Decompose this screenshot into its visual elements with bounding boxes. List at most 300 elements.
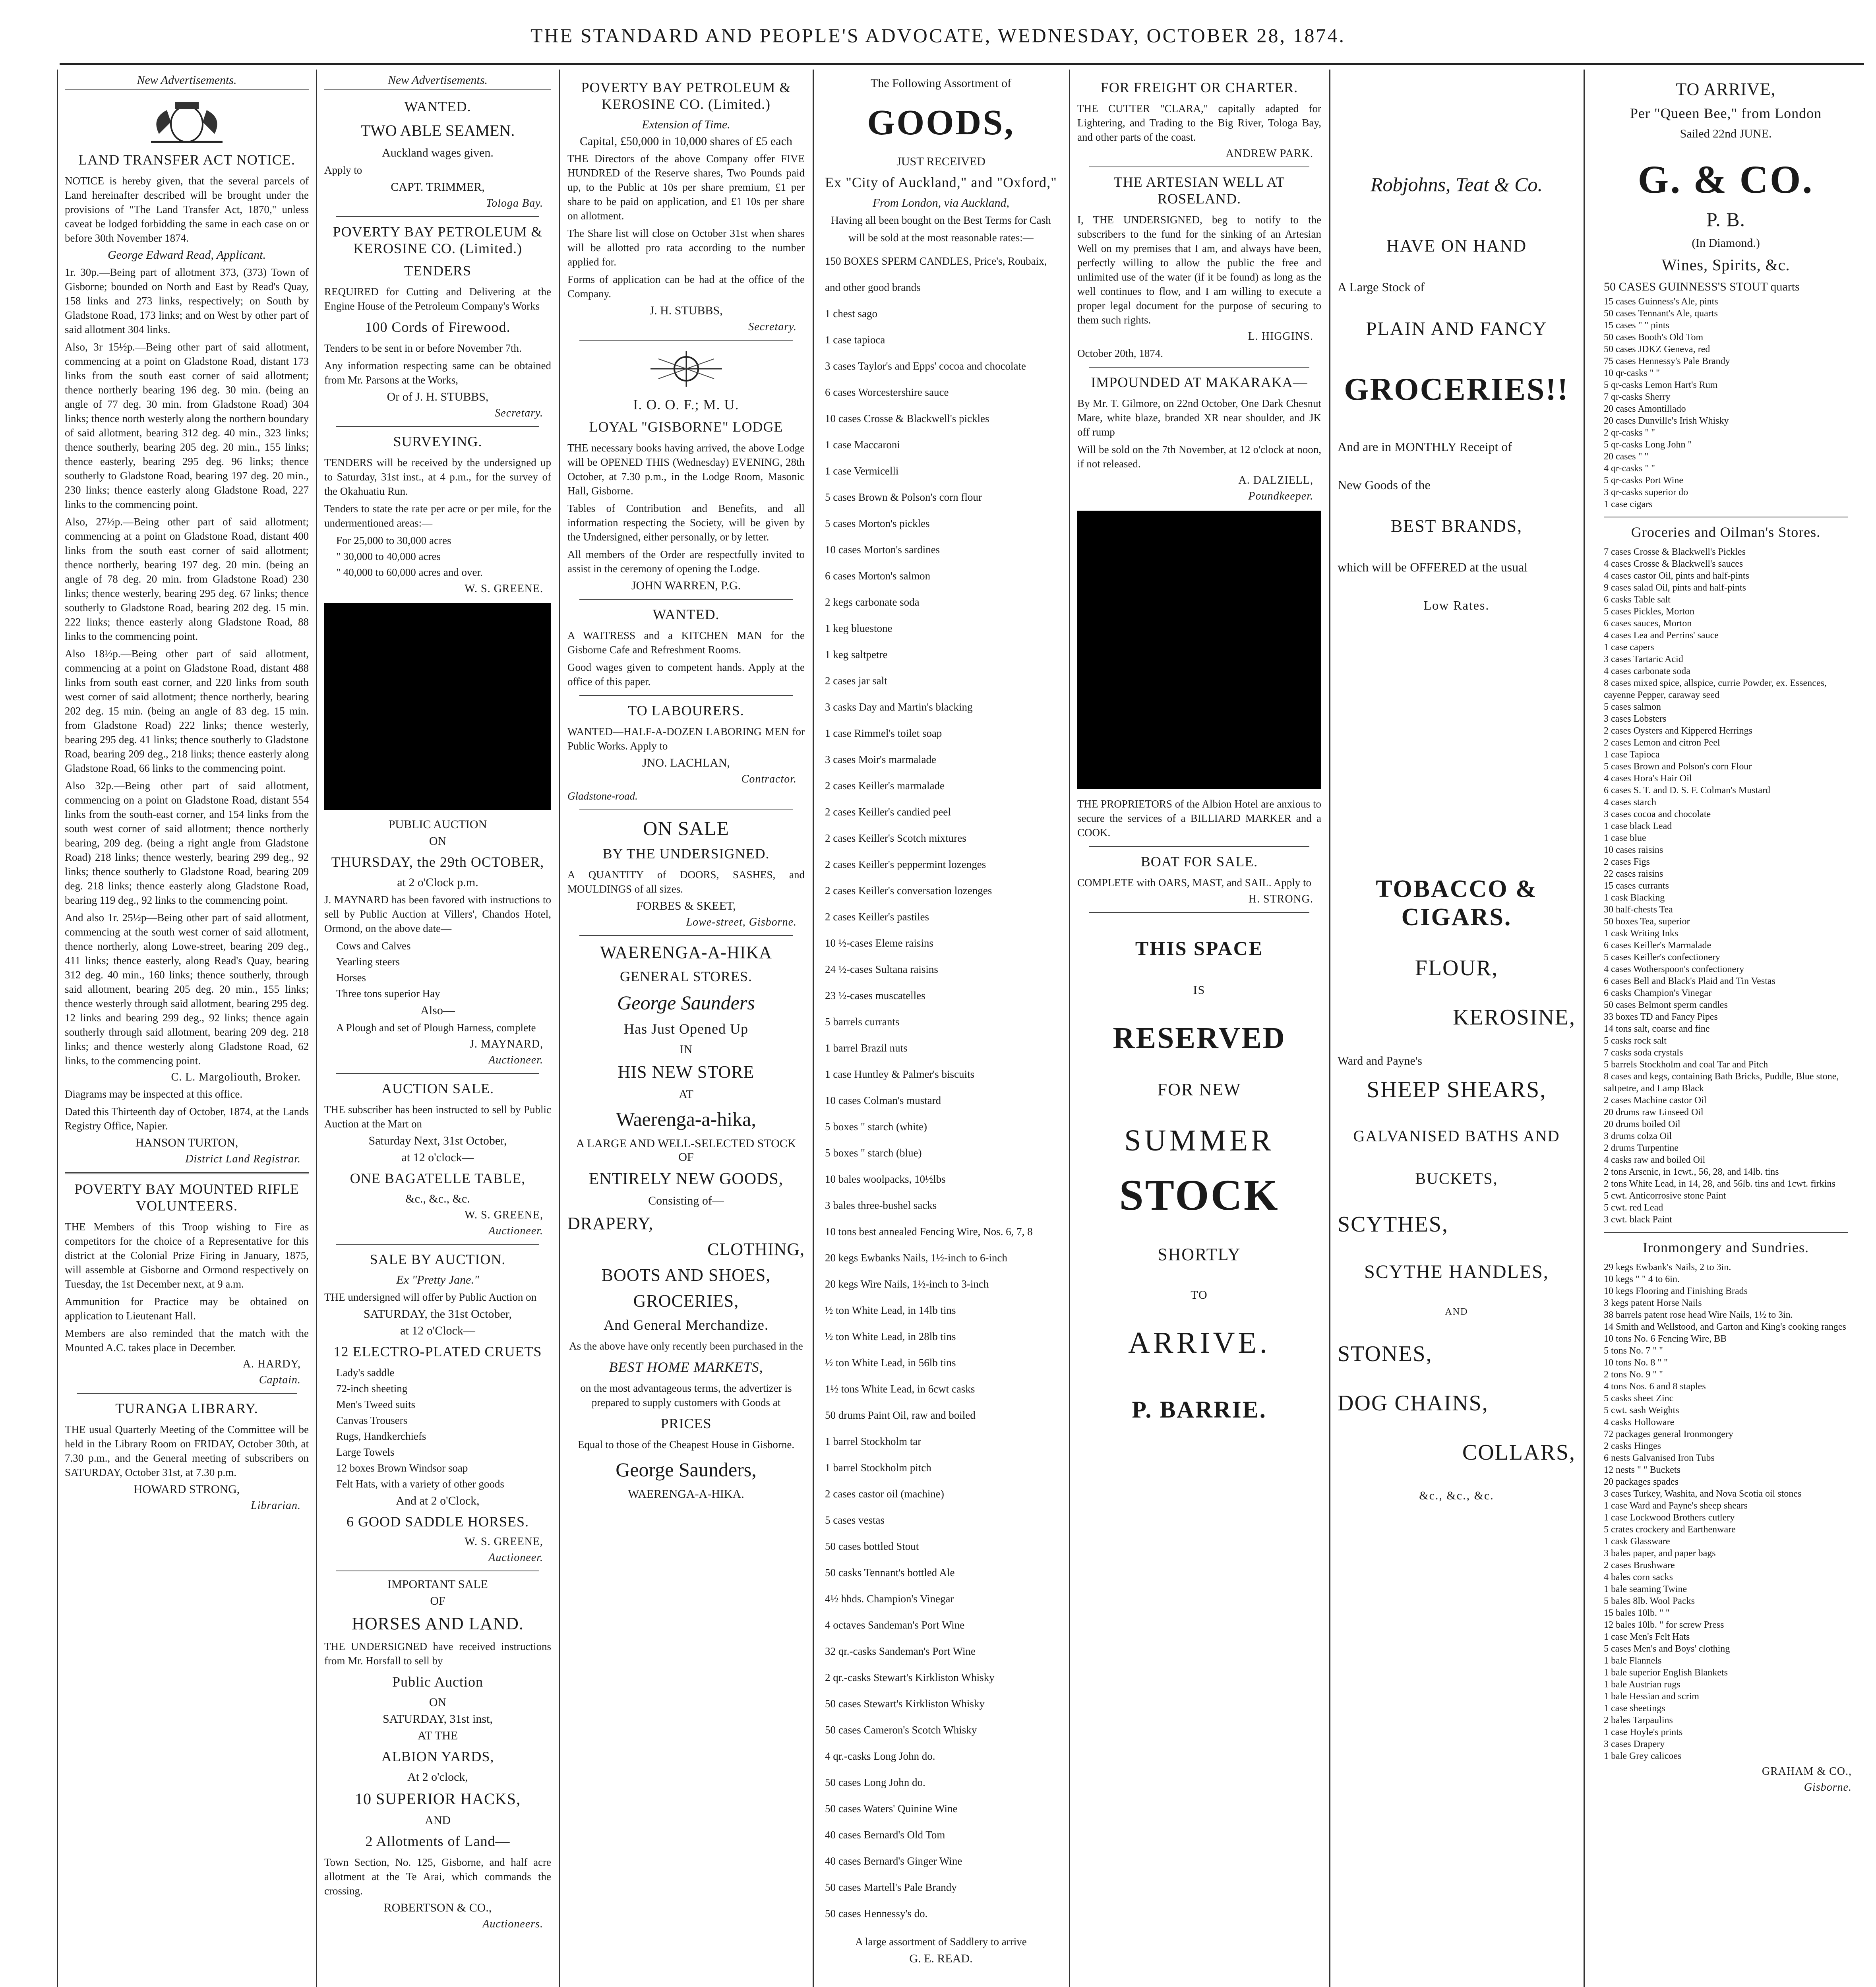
ad-headline: 2 Allotments of Land— <box>365 1833 510 1849</box>
list-item: 5 cwt. red Lead <box>1604 1203 1663 1213</box>
ad-subtitle: TENDERS <box>404 263 471 279</box>
signature: G. E. READ. <box>909 1952 973 1965</box>
signature: A. HARDY, <box>242 1358 301 1370</box>
list-item: 1 case Vermicelli <box>825 465 899 477</box>
list-item: 1 cask Blacking <box>1604 893 1665 903</box>
list-item: 50 cases bottled Stout <box>825 1540 919 1552</box>
ad-text: A Large Stock of <box>1338 280 1425 294</box>
ad-text: J. MAYNARD has been favored with instructions to sell by Public Auction at Villers', Chandos Hotel, Ormond, on the above date— <box>324 894 551 934</box>
ad-text: And are in MONTHLY Receipt of <box>1338 440 1512 454</box>
list-item: 10 tons No. 6 Fencing Wire, BB <box>1604 1334 1727 1344</box>
list-item: " 30,000 to 40,000 acres <box>336 550 441 562</box>
list-item: Yearling steers <box>336 956 400 968</box>
ad-headline: George Saunders <box>617 992 755 1014</box>
signature: FORBES & SKEET, <box>636 899 736 912</box>
ad-title: I. O. O. F.; M. U. <box>633 397 739 413</box>
redacted-block <box>324 603 551 810</box>
ad-text: THE Directors of the above Company offer FIVE HUNDRED of the Reserve shares, Two Pounds paid up, to the Public at 10s per share premium, £1 per share to be paid on application, and £1 10s per share on allotment. <box>567 153 805 222</box>
ad-title: POVERTY BAY PETROLEUM & KEROSINE CO. (Limited.) <box>581 79 791 112</box>
list-item: 5 bales 8lb. Wool Packs <box>1604 1596 1695 1606</box>
list-item: 12 boxes Brown Windsor soap <box>336 1462 468 1474</box>
ad-text: Has Just Opened Up <box>624 1021 748 1037</box>
list-item: Three tons superior Hay <box>336 988 440 999</box>
ad-text: at 2 o'Clock p.m. <box>397 876 478 889</box>
list-item: 20 cases " " <box>1604 451 1649 462</box>
signature: W. S. GREENE, <box>465 1209 543 1221</box>
column-3 <box>560 70 812 1987</box>
list-item: 15 cases currants <box>1604 881 1669 891</box>
ad-headline: THURSDAY, the 29th OCTOBER, <box>331 854 544 870</box>
list-item: 5 cases Men's and Boys' clothing <box>1604 1644 1730 1654</box>
list-item: For 25,000 to 30,000 acres <box>336 535 451 546</box>
ad-text: will be sold at the most reasonable rates:— <box>848 232 1034 244</box>
ad-headline: BEST HOME MARKETS, <box>609 1359 763 1375</box>
list-item: A Plough and set of Plough Harness, complete <box>336 1022 536 1034</box>
signature: J. MAYNARD, <box>469 1038 543 1050</box>
list-item: 10 ½-cases Eleme raisins <box>825 937 933 949</box>
signature-title: Tologa Bay. <box>486 197 543 209</box>
divider <box>1089 912 1309 913</box>
list-item: 6 casks Champion's Vinegar <box>1604 988 1712 998</box>
divider <box>1089 367 1309 368</box>
list-item: 2 casks Hinges <box>1604 1441 1661 1451</box>
ad-text: WANTED—HALF-A-DOZEN LABORING MEN for Public Works. Apply to <box>567 726 805 752</box>
column-1 <box>58 70 316 1987</box>
list-item: 12 nests " " Buckets <box>1604 1465 1680 1475</box>
divider <box>579 340 793 341</box>
list-item: 50 cases Long John do. <box>825 1776 925 1788</box>
list-item: 1 case Men's Felt Hats <box>1604 1632 1690 1642</box>
ad-text: Gladstone-road. <box>567 790 638 802</box>
ad-headline: PRICES <box>660 1416 712 1431</box>
ad-headline: Public Auction <box>392 1674 483 1690</box>
list-item: 2 cases Oysters and Kippered Herrings <box>1604 726 1752 736</box>
ad-text: AT <box>679 1088 693 1101</box>
list-item: 1 case sheetings <box>1604 1703 1665 1714</box>
list-item: 6 cases Bell and Black's Plaid and Tin Vestas <box>1604 976 1775 986</box>
ad-text: JUST RECEIVED <box>896 155 985 168</box>
signature: W. S. GREENE, <box>465 1536 543 1548</box>
ad-title: TO ARRIVE, <box>1676 79 1776 99</box>
ad-headline: ONE BAGATELLE TABLE, <box>350 1170 526 1186</box>
ad-headline: 10 SUPERIOR HACKS, <box>355 1790 521 1808</box>
list-item: 50 cases Hennessy's do. <box>825 1908 928 1919</box>
ad-headline: COLLARS, <box>1462 1440 1576 1465</box>
ad-text: Forms of application can be had at the office of the Company. <box>567 273 805 300</box>
list-item: Men's Tweed suits <box>336 1398 415 1410</box>
list-item: 3 bales paper, and paper bags <box>1604 1548 1716 1559</box>
ad-text: AT THE <box>417 1729 458 1742</box>
ad-text: Members are also reminded that the match with the Mounted A.C. takes place in December. <box>65 1327 309 1354</box>
signature-title: Auctioneer. <box>488 1054 543 1066</box>
list-item: 1 bale Grey calicoes <box>1604 1751 1682 1761</box>
ad-text: FOR NEW <box>1157 1080 1241 1099</box>
divider <box>1604 1232 1848 1233</box>
ad-text: Apply to <box>324 164 362 176</box>
signature: A. DALZIELL, <box>1238 474 1313 486</box>
ad-text: AND <box>425 1814 451 1827</box>
ad-text: THE Members of this Troop wishing to Fire as competitors for the choice of a Representative for this district at the Colonial Prize Firing in January, 1875, will assemble at Gisborne and Ormond respectively on Tuesday, the 1st December next, at 9 a.m. <box>65 1221 309 1290</box>
list-item: 20 packages spades <box>1604 1477 1679 1487</box>
list-item: 1 bale Flannels <box>1604 1656 1662 1666</box>
ad-title: TURANGA LIBRARY. <box>115 1400 258 1416</box>
list-item: 1 bale Hessian and scrim <box>1604 1691 1699 1702</box>
ad-subtitle: Ironmongery and Sundries. <box>1643 1239 1809 1255</box>
ad-text: BUCKETS, <box>1415 1170 1498 1187</box>
brand-mark: P. B. <box>1706 208 1746 230</box>
ad-text: Tenders to be sent in or before November 7th. <box>324 342 522 354</box>
list-item: 4 qr.-casks Long John do. <box>825 1750 935 1762</box>
ad-text: &c., &c., &c. <box>405 1192 470 1205</box>
list-item: 20 kegs Ewbanks Nails, 1½-inch to 6-inch <box>825 1252 1007 1264</box>
list-item: 5 cases Pickles, Morton <box>1604 606 1694 617</box>
ad-headline: SUMMER <box>1124 1124 1274 1157</box>
list-item: 5 casks rock salt <box>1604 1036 1667 1046</box>
signature-title: Librarian. <box>251 1499 301 1512</box>
list-item: 72-inch sheeting <box>336 1383 408 1394</box>
list-item: 14 Smith and Wellstood, and Garton and King's cooking ranges <box>1604 1322 1846 1332</box>
column-2 <box>317 70 558 1987</box>
list-item: 9 cases salad Oil, pints and half-pints <box>1604 583 1746 593</box>
list-item: 5 casks sheet Zinc <box>1604 1393 1674 1404</box>
list-item: 4 cases Hora's Hair Oil <box>1604 773 1692 784</box>
list-item: 24 ½-cases Sultana raisins <box>825 963 938 975</box>
parcel-text: Also 32p.—Being other part of said allotment, commencing on a point on Gladstone Road, distant 554 links from the south-east corner, and 154 links from the south west corner of said allotment; thence northerly bearing, 209 deg. (being a right angle from Gladstone Road) 218 links; thence westerly, bearing 299 deg., 92 links; thence southerly to Gladstone Road, bearing 209 deg. 218 links; thence easterly along Gladstone Road, bearing 119 deg., 92 links to the commencing point. <box>65 780 309 906</box>
list-item: 1½ tons White Lead, in 6cwt casks <box>825 1383 975 1395</box>
list-item: 10 qr-casks " " <box>1604 368 1660 378</box>
list-item: 6 cases Morton's salmon <box>825 570 931 582</box>
list-item: 1 barrel Brazil nuts <box>825 1042 908 1054</box>
list-item: 3 qr-casks superior do <box>1604 487 1688 498</box>
list-item: 2 cases castor oil (machine) <box>825 1488 944 1500</box>
list-item: 10 cases Colman's mustard <box>825 1094 941 1106</box>
ad-headline: 100 Cords of Firewood. <box>365 319 511 335</box>
list-item: 5 cwt. sash Weights <box>1604 1405 1679 1416</box>
ad-headline: GOODS, <box>867 103 1015 142</box>
list-item: 3 casks Day and Martin's blacking <box>825 701 973 713</box>
section-header: New Advertisements. <box>65 74 309 90</box>
signature: L. HIGGINS. <box>1248 330 1313 343</box>
ad-headline: PLAIN AND FANCY <box>1366 318 1547 339</box>
list-item: 50 cases JDKZ Geneva, red <box>1604 344 1710 354</box>
list-item: 50 cases Cameron's Scotch Whisky <box>825 1724 977 1736</box>
list-item: 14 tons salt, coarse and fine <box>1604 1024 1710 1034</box>
list-item: 50 cases Tennant's Ale, quarts <box>1604 308 1718 319</box>
list-item: 2 cases Keiller's conversation lozenges <box>825 885 992 897</box>
signature: GRAHAM & CO., <box>1762 1765 1852 1778</box>
ad-text: As the above have only recently been purchased in the <box>569 1340 803 1352</box>
list-item: 3 cases Moir's marmalade <box>825 753 937 765</box>
list-item: 6 cases sauces, Morton <box>1604 618 1692 629</box>
goods-list <box>821 248 1061 1927</box>
ad-text: at 12 o'clock— <box>401 1151 474 1164</box>
list-item: 8 cases and kegs, containing Bath Bricks, Puddle, Blue stone, saltpetre, and Lamp Black <box>1604 1071 1839 1094</box>
ad-subtitle: GENERAL STORES. <box>620 968 753 984</box>
ad-text: The Share list will close on October 31st when shares will be allotted pro rata according to the number applied for. <box>567 227 805 268</box>
list-item: 2 cases Keiller's Scotch mixtures <box>825 832 966 844</box>
divider <box>65 1172 309 1174</box>
ad-title: LOYAL "GISBORNE" LODGE <box>589 419 783 435</box>
ad-headline: ARRIVE. <box>1128 1326 1270 1360</box>
ad-headline: SHEEP SHEARS, <box>1367 1077 1547 1102</box>
signature-title: Auctioneer. <box>488 1225 543 1237</box>
ad-headline: SCYTHE HANDLES, <box>1364 1261 1549 1282</box>
list-item: 3 cases Lobsters <box>1604 714 1667 724</box>
ad-headline: DRAPERY, <box>567 1214 654 1233</box>
ad-text: A large assortment of Saddlery to arrive <box>855 1936 1027 1948</box>
ad-subtitle: Groceries and Oilman's Stores. <box>1631 524 1821 540</box>
ad-text: Will be sold on the 7th November, at 12 o'clock at noon, if not released. <box>1077 443 1321 470</box>
list-item: 7 qr-casks Sherry <box>1604 392 1671 402</box>
applicant: George Edward Read, Applicant. <box>108 248 266 261</box>
divider <box>77 1393 297 1394</box>
divider <box>336 1244 539 1245</box>
ad-text: at 12 o'Clock— <box>400 1324 475 1337</box>
ad-text: A QUANTITY of DOORS, SASHES, and MOULDINGS of all sizes. <box>567 869 805 895</box>
ad-headline: GROCERIES, <box>633 1291 739 1311</box>
list-item: 2 kegs carbonate soda <box>825 596 920 608</box>
list-item: 5 crates crockery and Earthenware <box>1604 1524 1736 1535</box>
list-item: 15 cases Guinness's Ale, pints <box>1604 296 1718 307</box>
ad-headline: DOG CHAINS, <box>1338 1391 1489 1416</box>
list-item: 1 case blue <box>1604 833 1646 843</box>
list-item: 1 keg saltpetre <box>825 649 888 660</box>
divider <box>579 695 793 696</box>
list-item: 4 cases starch <box>1604 797 1656 808</box>
list-item: 2 cases Brushware <box>1604 1560 1675 1571</box>
signature-title: Auctioneers. <box>482 1918 543 1930</box>
divider <box>336 1073 539 1074</box>
ad-headline: BOOTS AND SHOES, <box>601 1265 771 1285</box>
list-item: 3 cases Tartaric Acid <box>1604 654 1683 664</box>
ad-title: WANTED. <box>652 606 720 622</box>
ad-text: SATURDAY, 31st inst, <box>383 1712 493 1726</box>
lodge-emblem-icon <box>643 347 730 391</box>
list-item: 12 bales 10lb. " for screw Press <box>1604 1620 1724 1630</box>
list-item: 5 cases Keiller's confectionery <box>1604 952 1720 963</box>
signature-title: District Land Registrar. <box>185 1153 301 1165</box>
ad-headline: BEST BRANDS, <box>1390 516 1523 536</box>
parcel-text: And also 1r. 25½p—Being other part of said allotment, commencing at the south west corner of said allotment, thence northerly, along Lowe-street, bearing 209 deg., 411 links; thence easterly, along Read's Quay, bearing 312 deg. 40 min., 160 links; thence southerly, through said allotment, bearing 205 deg. 20 min., 155 links; thence westerly through said allotment, bearing 295 deg. 12 links and bearing 299 deg., 92 links; thence again southerly through said allotment, bearing 209 deg. 218 links; and thence westerly along Gladstone Road, 62 links, to the commencing point. <box>65 912 309 1067</box>
ad-subtitle: The Following Assortment of <box>870 77 1012 90</box>
ad-headline: HORSES AND LAND. <box>352 1614 524 1633</box>
list-item: 5 qr-casks Long John " <box>1604 440 1692 450</box>
list-item: 20 kegs Wire Nails, 1½-inch to 3-inch <box>825 1278 989 1290</box>
list-item: 2 qr.-casks Stewart's Kirkliston Whisky <box>825 1671 995 1683</box>
list-item: 72 packages general Ironmongery <box>1604 1429 1733 1439</box>
ad-headline: CLOTHING, <box>707 1239 805 1259</box>
ad-headline: KEROSINE, <box>1453 1005 1576 1030</box>
list-item: 5 cases Morton's pickles <box>825 517 930 529</box>
list-item: 2 cases Lemon and citron Peel <box>1604 738 1720 748</box>
ad-text: SHORTLY <box>1158 1245 1241 1264</box>
ad-title: AUCTION SALE. <box>381 1081 494 1096</box>
divider <box>579 935 793 936</box>
list-item: 4 cases Crosse & Blackwell's sauces <box>1604 559 1743 569</box>
section-header: New Advertisements. <box>324 74 551 90</box>
parcel-text: Also, 27½p.—Being other part of said allotment; commencing at a point on Gladstone Road, distant 400 links from the south east corner of said allotment; thence northerly, bearing 197 deg. 20 min. (being an angle of 78 deg. 20 min. from Gladstone Road) 230 links; thence westerly, bearing 295 deg. 67 links; thence southerly to Gladstone Road, bearing 202 deg. 15 min. 222 links; thence easterly along Gladstone Road, 88 links to the commencing point. <box>65 516 309 642</box>
iron-list <box>1592 1261 1860 1762</box>
list-item: 50 boxes Tea, superior <box>1604 916 1690 927</box>
ad-text: THE UNDERSIGNED have received instructions from Mr. Horsfall to sell by <box>324 1640 551 1667</box>
ad-text: GALVANISED BATHS AND <box>1353 1127 1560 1145</box>
list-item: 22 cases raisins <box>1604 869 1663 879</box>
ad-text: Ammunition for Practice may be obtained on application to Lieutenant Hall. <box>65 1296 309 1322</box>
ad-text: Ward and Payne's <box>1338 1054 1422 1067</box>
parcel-text: Also, 3r 15½p.—Being other part of said allotment, commencing at a point on Gladstone Road, distant 173 links from the south east corner of said allotment; thence northerly bearing 196 deg. 30 min. (being an angle of 77 deg. 30 min. from Gladstone Road) 304 links; thence north westerly along the northern boundary of said allotment, bearing 312 deg. 40 min., 323 links; thence southerly, bearing 205 deg. 20 min., 155 links; thence easterly, bearing 295 deg. 96 links; thence southerly to Gladstone Road, bearing 197 deg. 20 min., 230 links; thence easterly along Gladstone Road, 227 links to the commencing point. <box>65 341 309 510</box>
list-item: Cows and Calves <box>336 940 411 952</box>
list-item: Canvas Trousers <box>336 1414 408 1426</box>
ad-text: And at 2 o'Clock, <box>396 1494 480 1507</box>
ad-title: WAERENGA-A-HIKA <box>600 943 772 962</box>
wine-list <box>1592 296 1860 510</box>
ad-text: TO <box>1191 1288 1208 1301</box>
ad-title: ON SALE <box>643 817 729 839</box>
ad-text: OF <box>430 1594 445 1607</box>
list-item: 3 cases cocoa and chocolate <box>1604 809 1711 819</box>
ad-text: Equal to those of the Cheapest House in Gisborne. <box>577 1439 795 1451</box>
list-item: 4 casks Holloware <box>1604 1417 1675 1427</box>
list-item: 1 case Hoyle's prints <box>1604 1727 1683 1737</box>
ad-headline: 6 GOOD SADDLE HORSES. <box>346 1514 529 1530</box>
ad-text: Saturday Next, 31st October, <box>368 1134 507 1147</box>
list-item: 33 boxes TD and Fancy Pipes <box>1604 1012 1718 1022</box>
ad-text: New Goods of the <box>1338 478 1431 492</box>
list-item: 3 cwt. black Paint <box>1604 1214 1672 1225</box>
ad-text: REQUIRED for Cutting and Delivering at the Engine House of the Petroleum Company's Works <box>324 286 551 312</box>
signature: JOHN WARREN, P.G. <box>631 579 741 592</box>
ad-text: HAVE ON HAND <box>1386 236 1527 256</box>
ad-title: IMPORTANT SALE <box>387 1578 488 1591</box>
signature-title: Poundkeeper. <box>1248 490 1313 502</box>
ad-title: IMPOUNDED AT MAKARAKA— <box>1091 374 1308 390</box>
ad-text: Consisting of— <box>648 1194 724 1207</box>
ad-text: Ex "Pretty Jane." <box>396 1273 479 1286</box>
list-item: 6 cases Keiller's Marmalade <box>1604 940 1711 951</box>
list-item: 1 case cigars <box>1604 499 1653 509</box>
list-item: Large Towels <box>336 1446 395 1458</box>
list-item: 4 qr-casks " " <box>1604 463 1655 474</box>
ad-text: Low Rates. <box>1423 598 1490 612</box>
list-item: 4 cases carbonate soda <box>1604 666 1690 676</box>
signature-title: Auctioneer. <box>488 1551 543 1564</box>
list-item: 10 kegs Flooring and Finishing Brads <box>1604 1286 1748 1296</box>
signature: W. S. GREENE. <box>465 583 543 595</box>
ad-text: Auckland wages given. <box>382 146 494 159</box>
ad-title: SALE BY AUCTION. <box>370 1251 506 1267</box>
ad-title: BOAT FOR SALE. <box>1140 854 1258 870</box>
masthead: THE STANDARD AND PEOPLE'S ADVOCATE, WEDNESDAY, OCTOBER 28, 1874. <box>530 24 1346 46</box>
list-item: 8 cases mixed spice, allspice, currie Powder, ex. Essences, cayenne Pepper, caraway seed <box>1604 678 1827 700</box>
ad-text: THE CUTTER "CLARA," capitally adapted for Lightering, and Trading to the Big River, Tologa Bay, and other parts of the coast. <box>1077 103 1321 143</box>
signature: HANSON TURTON, <box>135 1136 238 1149</box>
ad-text: THE subscriber has been instructed to sell by Public Auction at the Mart on <box>324 1104 551 1130</box>
ad-title: SURVEYING. <box>393 434 482 449</box>
list-item: 5 boxes " starch (blue) <box>825 1147 922 1159</box>
list-item: 1 case Rimmel's toilet soap <box>825 727 942 739</box>
list-item: 1 bale superior English Blankets <box>1604 1667 1728 1678</box>
list-item: 20 cases Dunville's Irish Whisky <box>1604 416 1729 426</box>
column-4 <box>814 70 1068 1987</box>
list-item: 2 cases Keiller's peppermint lozenges <box>825 858 986 870</box>
list-item: 6 cases S. T. and D. S. F. Colman's Mustard <box>1604 785 1770 796</box>
list-item: 1 case Tapioca <box>1604 749 1660 760</box>
list-item: 1 barrel Stockholm pitch <box>825 1462 931 1474</box>
ad-text: I, THE UNDERSIGNED, beg to notify to the subscribers to the fund for the sinking of an Artesian Well on my premises that I am, and always have been, perfectly willing to allow the public the free and unlimited use of the water (if it be found) as long as the well continues to flow, and I am willing to execute a proper legal document for the purpose of securing to them such rights. <box>1077 214 1321 326</box>
ad-headline: TOBACCO & CIGARS. <box>1376 875 1537 931</box>
signature-title: Secretary. <box>495 407 543 419</box>
ad-headline: ENTIRELY NEW GOODS, <box>589 1170 784 1188</box>
signature: H. STRONG. <box>1248 893 1313 905</box>
list-item: 20 drums raw Linseed Oil <box>1604 1107 1704 1117</box>
ad-text: All members of the Order are respectfully invited to assist in the ceremony of opening the Lodge. <box>567 548 805 575</box>
list-item: 2 cases Keiller's marmalade <box>825 780 945 792</box>
list-item: 4 cases castor Oil, pints and half-pints <box>1604 571 1749 581</box>
ad-headline: GROCERIES!! <box>1344 372 1569 407</box>
list-item: 10 tons No. 8 " " <box>1604 1358 1668 1368</box>
list-item: 4 cases Lea and Perrins' sauce <box>1604 630 1719 641</box>
notice-intro: NOTICE is hereby given, that the several parcels of Land hereinafter described will be brought under the provisions of "The Land Transfer Act, 1870," unless caveat be lodged forbidding the same in each case on or before 30th November 1874. <box>65 175 309 244</box>
signature: WAERENGA-A-HIKA. <box>628 1487 744 1501</box>
list-item: 4 cases Wotherspoon's confectionery <box>1604 964 1744 974</box>
brand-mark: G. & CO. <box>1638 157 1814 201</box>
list-item: 2 tons No. 9 " " <box>1604 1369 1663 1380</box>
ad-headline: TWO ABLE SEAMEN. <box>360 122 515 139</box>
ad-text: Sailed 22nd JUNE. <box>1680 127 1772 140</box>
list-item: 6 nests Galvanised Iron Tubs <box>1604 1453 1715 1463</box>
list-item: 3 drums colza Oil <box>1604 1131 1672 1141</box>
list-item: 5 boxes " starch (white) <box>825 1121 927 1133</box>
list-item: 7 cases Crosse & Blackwell's Pickles <box>1604 547 1746 557</box>
list-item: 20 cases Amontillado <box>1604 404 1686 414</box>
list-item: 29 kegs Ewbank's Nails, 2 to 3in. <box>1604 1262 1731 1272</box>
signature-title: Gisborne. <box>1804 1781 1852 1793</box>
list-item: 23 ½-cases muscatelles <box>825 990 925 1001</box>
list-item: 1 case Maccaroni <box>825 439 900 451</box>
ad-text: IS <box>1193 984 1206 997</box>
ad-headline: STONES, <box>1338 1342 1433 1366</box>
list-item: 4 tons Nos. 6 and 8 staples <box>1604 1381 1706 1392</box>
ad-subtitle: Extension of Time. <box>642 118 730 131</box>
list-item: " 40,000 to 60,000 acres and over. <box>336 566 483 578</box>
divider <box>336 216 539 217</box>
ad-headline: ALBION YARDS, <box>381 1749 494 1764</box>
list-item: 1 case black Lead <box>1604 821 1672 831</box>
list-item: 15 cases " " pints <box>1604 320 1669 331</box>
list-item: 5 cases salmon <box>1604 702 1661 712</box>
list-item: 1 keg bluestone <box>825 622 893 634</box>
list-item: 4 octaves Sandeman's Port Wine <box>825 1619 965 1631</box>
list-item: 3 cases Drapery <box>1604 1739 1665 1749</box>
ad-text: THE usual Quarterly Meeting of the Committee will be held in the Library Room on FRIDAY, October 30th, at 7.30 p.m., and the General meeting of subscribers on SATURDAY, October 31st, at 7.30 p.m. <box>65 1423 309 1478</box>
signature: J. H. STUBBS, <box>649 304 723 317</box>
notice-title: LAND TRANSFER ACT NOTICE. <box>78 152 295 168</box>
list-item: 5 qr-casks Port Wine <box>1604 475 1684 486</box>
list-item: 2 qr-casks " " <box>1604 428 1655 438</box>
ad-text: Any information respecting same can be obtained from Mr. Parsons at the Works, <box>324 360 551 386</box>
list-item: 5 barrels Stockholm and coal Tar and Pitch <box>1604 1059 1768 1070</box>
list-item: ½ ton White Lead, in 28lb tins <box>825 1330 956 1342</box>
ad-text: Tenders to state the rate per acre or per mile, for the undermentioned areas:— <box>324 503 551 529</box>
ad-headline: THIS SPACE <box>1135 937 1264 959</box>
signature-title: Secretary. <box>748 321 797 333</box>
list-item: 1 case Huntley & Palmer's biscuits <box>825 1068 975 1080</box>
ad-headline: STOCK <box>1119 1171 1280 1219</box>
ad-subtitle: BY THE UNDERSIGNED. <box>602 846 770 862</box>
list-item: 1 barrel Stockholm tar <box>825 1435 922 1447</box>
list-item: 1 case Lockwood Brothers cutlery <box>1604 1513 1735 1523</box>
ad-title: PUBLIC AUCTION <box>388 818 487 831</box>
